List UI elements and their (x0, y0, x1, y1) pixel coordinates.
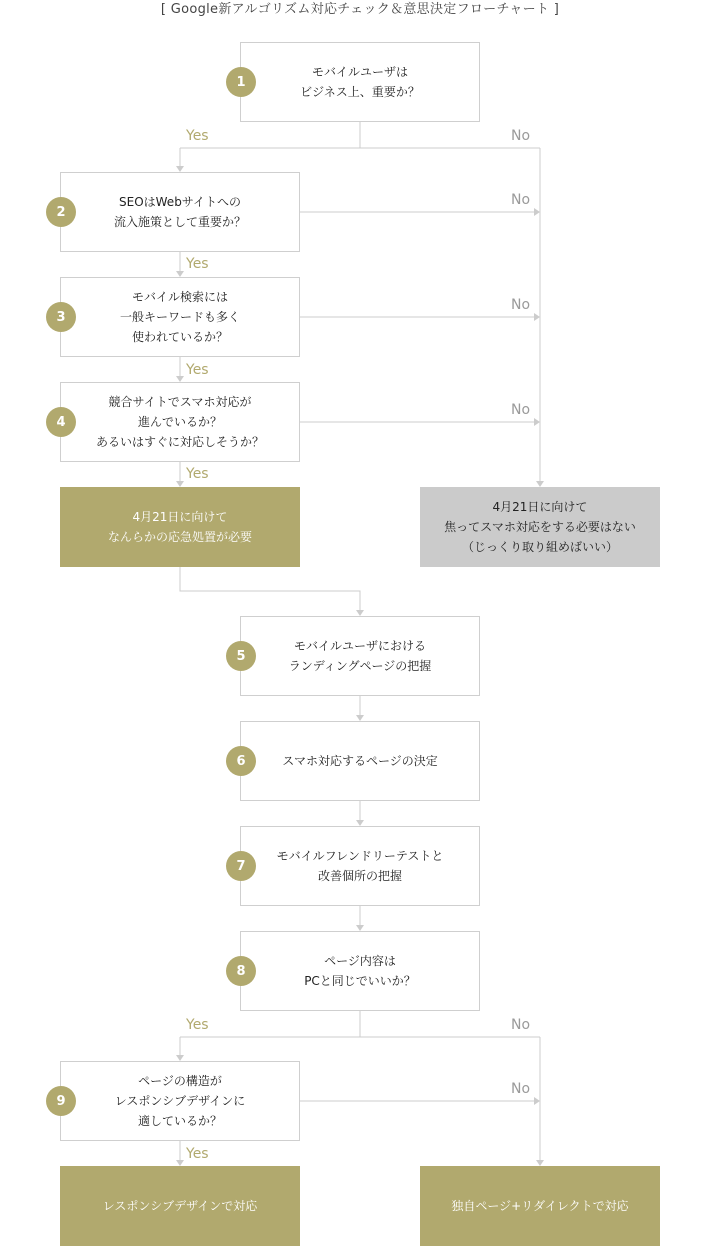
step-2-number: 2 (46, 197, 76, 227)
step-4-box: 競合サイトでスマホ対応が 進んでいるか？ あるいはすぐに対応しそうか？ (60, 382, 300, 462)
arrowhead-step2-no (534, 208, 540, 216)
no-label-step-9: No (511, 1081, 531, 1097)
outcome-urgent-box: 4月21日に向けて なんらかの応急処置が必要 (60, 487, 300, 567)
step-2-box: SEOはWebサイトへの 流入施策として重要か？ (60, 172, 300, 252)
step-3-box: モバイル検索には 一般キーワードも多く 使われているか？ (60, 277, 300, 357)
no-label-step-2: No (511, 192, 531, 208)
step-1-number: 1 (226, 67, 256, 97)
chart-title: [ Google新アルゴリズム対応チェック＆意思決定フローチャート ] (160, 2, 560, 17)
yes-label-step-4: Yes (186, 466, 209, 482)
arrowhead-step4-no (534, 418, 540, 426)
arrowhead-step3-no (534, 313, 540, 321)
outcome-responsive-box: レスポンシブデザインで対応 (60, 1166, 300, 1246)
step-6-number: 6 (226, 746, 256, 776)
step-7-box: モバイルフレンドリーテストと 改善個所の把握 (240, 826, 480, 906)
yes-label-step-9: Yes (186, 1146, 209, 1162)
arrowhead-step9-no (534, 1097, 540, 1105)
step-1-box: モバイルユーザは ビジネス上、重要か？ (240, 42, 480, 122)
yes-label-step-2: Yes (186, 256, 209, 272)
step-9-number: 9 (46, 1086, 76, 1116)
yes-label-step-8: Yes (186, 1017, 209, 1033)
step-7-number: 7 (226, 851, 256, 881)
step-9-box: ページの構造が レスポンシブデザインに 適しているか？ (60, 1061, 300, 1141)
step-3-number: 3 (46, 302, 76, 332)
step-6-box: スマホ対応するページの決定 (240, 721, 480, 801)
step-5-number: 5 (226, 641, 256, 671)
yes-label-step-3: Yes (186, 362, 209, 378)
step-4-number: 4 (46, 407, 76, 437)
step-8-box: ページ内容は PCと同じでいいか？ (240, 931, 480, 1011)
yes-label-step-1: Yes (186, 128, 209, 144)
no-label-step-3: No (511, 297, 531, 313)
no-label-step-4: No (511, 402, 531, 418)
step-5-box: モバイルユーザにおける ランディングページの把握 (240, 616, 480, 696)
outcome-redirect-box: 独自ページ+リダイレクトで対応 (420, 1166, 660, 1246)
outcome-no-rush-box: 4月21日に向けて 焦ってスマホ対応をする必要はない （じっくり取り組めばいい） (420, 487, 660, 567)
no-label-step-8: No (511, 1017, 531, 1033)
no-label-step-1: No (511, 128, 531, 144)
step-8-number: 8 (226, 956, 256, 986)
connector-urgent-to-5 (180, 567, 360, 612)
